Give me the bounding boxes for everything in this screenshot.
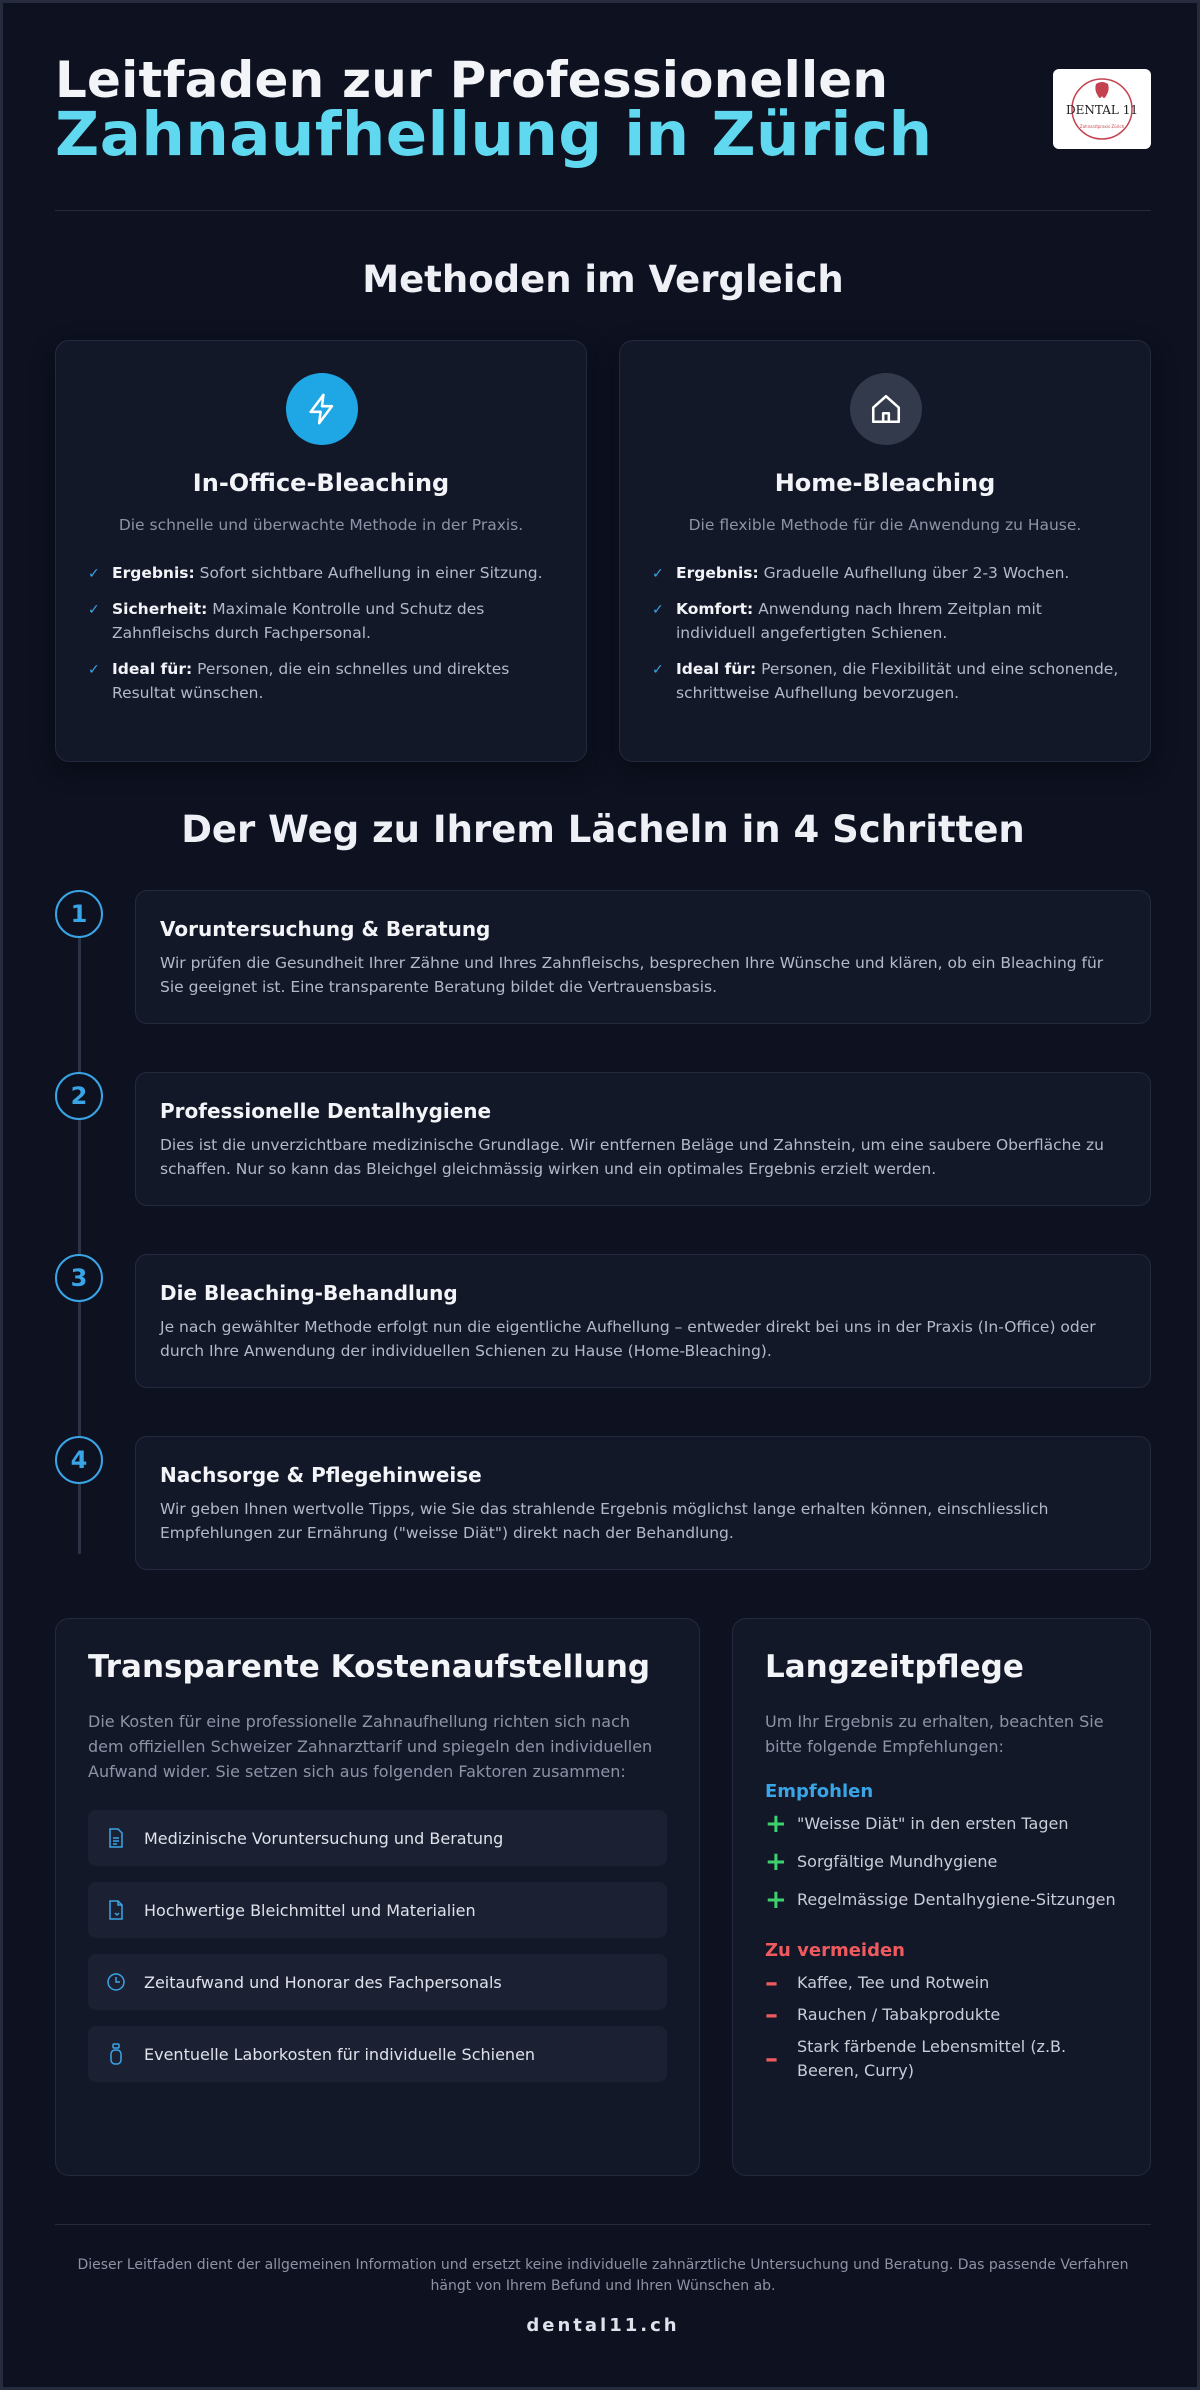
list-item: + Sorgfältige Mundhygiene <box>765 1847 998 1877</box>
in-office-name: In-Office-Bleaching <box>192 469 450 497</box>
check-icon: ✓ <box>88 662 100 678</box>
home-bleaching-name: Home-Bleaching <box>774 469 996 497</box>
care-title: Langzeitpflege <box>765 1649 1024 1685</box>
step-number: 1 <box>55 890 103 938</box>
step-title: Nachsorge & Pflegehinweise <box>160 1463 482 1487</box>
file-icon <box>106 1899 126 1921</box>
cost-item-label: Hochwertige Bleichmittel und Materialien <box>144 1900 476 1920</box>
list-item: ✓ Ideal für: Personen, die Flexibilität und eine schonende, schrittweise Aufhellung bevorzugen. <box>652 660 1119 702</box>
check-icon: ✓ <box>652 566 664 582</box>
step-card <box>135 890 1151 1024</box>
cost-intro: Die Kosten für eine professionelle Zahnaufhellung richten sich nach dem offiziellen Schweizer Zahnarzttarif und spiegeln den individuellen Aufwand wider. Sie setzen sich aus folgenden Faktoren zusammen: <box>88 1712 653 1781</box>
document-icon <box>106 1827 126 1849</box>
step-title: Voruntersuchung & Beratung <box>160 917 491 941</box>
steps-title: Der Weg zu Ihrem Lächeln in 4 Schritten <box>181 808 1025 851</box>
in-office-card <box>55 340 587 762</box>
cost-item-label: Medizinische Voruntersuchung und Beratung <box>144 1828 504 1848</box>
website-link[interactable]: dental11.ch <box>526 2315 680 2336</box>
list-item: ✓ Komfort: Anwendung nach Ihrem Zeitplan mit individuell angefertigten Schienen. <box>652 600 1042 642</box>
care-panel <box>732 1618 1151 2176</box>
plus-icon: + <box>765 1847 787 1877</box>
list-item: – Kaffee, Tee und Rotwein <box>765 1968 990 1998</box>
step-title: Professionelle Dentalhygiene <box>160 1099 492 1123</box>
dental11-logo[interactable] <box>1053 69 1151 149</box>
step-number: 2 <box>55 1072 103 1120</box>
in-office-description: Die schnelle und überwachte Methode in der Praxis. <box>118 516 524 534</box>
check-icon: ✓ <box>88 602 100 618</box>
clock-icon <box>106 1971 126 1993</box>
page-footer <box>55 2224 1151 2336</box>
recommended-list <box>765 1809 1118 1915</box>
page-title-line2: Zahnaufhellung in Zürich <box>55 99 933 170</box>
lightning-icon <box>286 373 358 445</box>
cost-title: Transparente Kostenaufstellung <box>88 1649 651 1685</box>
page-title-line1: Leitfaden zur Professionellen <box>55 51 889 109</box>
cost-item <box>88 1954 667 2010</box>
avoid-title: Zu vermeiden <box>765 1940 905 1961</box>
step-text: Wir geben Ihnen wertvolle Tipps, wie Sie das strahlende Ergebnis möglichst lange erhalten können, einschliesslich Empfehlungen zur Ernährung ("weisse Diät") direkt nach der Behandlung. <box>160 1500 1049 1542</box>
step-text: Dies ist die unverzichtbare medizinische Grundlage. Wir entfernen Beläge und Zahnstein, um eine saubere Oberfläche zu schaffen. Nur so kann das Bleichgel gleichmässig wirken und ein optimales Ergebnis erzielt werden. <box>160 1136 1104 1178</box>
cost-panel <box>55 1618 700 2176</box>
page-header <box>55 3 1151 211</box>
logo-text: DENTAL 11 <box>1066 103 1138 117</box>
check-icon: ✓ <box>652 602 664 618</box>
step-number: 4 <box>55 1436 103 1484</box>
step-text: Je nach gewählter Methode erfolgt nun die eigentliche Aufhellung – entweder direkt bei uns in der Praxis (In-Office) oder durch Ihre Anwendung der individuellen Schienen zu Hause (Home-Bleaching). <box>160 1318 1096 1360</box>
plus-icon: + <box>765 1885 787 1915</box>
page-content <box>55 3 1151 2336</box>
cost-item <box>88 1882 667 1938</box>
step-card <box>135 1072 1151 1206</box>
check-icon: ✓ <box>652 662 664 678</box>
recommended-title: Empfohlen <box>765 1781 874 1802</box>
step-card <box>135 1254 1151 1388</box>
home-bleaching-list <box>650 561 1120 717</box>
home-bleaching-description: Die flexible Methode für die Anwendung zu Hause. <box>688 516 1082 534</box>
methods-comparison <box>55 340 1151 762</box>
list-item: + Regelmässige Dentalhygiene-Sitzungen <box>765 1885 1116 1915</box>
cost-item <box>88 2026 667 2082</box>
steps-timeline <box>55 890 1151 1570</box>
cost-item-label: Eventuelle Laborkosten für individuelle Schienen <box>144 2044 536 2064</box>
check-icon: ✓ <box>88 566 100 582</box>
in-office-list <box>86 561 556 717</box>
list-item: ✓ Sicherheit: Maximale Kontrolle und Schutz des Zahnfleischs durch Fachpersonal. <box>88 600 485 642</box>
step-card <box>135 1436 1151 1570</box>
care-intro: Um Ihr Ergebnis zu erhalten, beachten Sie bitte folgende Empfehlungen: <box>765 1712 1104 1756</box>
minus-icon: – <box>765 1968 778 1998</box>
list-item: + "Weisse Diät" in den ersten Tagen <box>765 1809 1069 1839</box>
avoid-list <box>765 1968 1118 2083</box>
list-item: – Rauchen / Tabakprodukte <box>765 2000 1001 2030</box>
step-number: 3 <box>55 1254 103 1302</box>
step-title: Die Bleaching-Behandlung <box>160 1281 458 1305</box>
methods-title: Methoden im Vergleich <box>362 258 844 301</box>
minus-icon: – <box>765 2000 778 2030</box>
cost-item-label: Zeitaufwand und Honorar des Fachpersonals <box>144 1972 502 1992</box>
logo-icon <box>1062 74 1142 144</box>
bottle-icon <box>106 2043 126 2065</box>
disclaimer: Dieser Leitfaden dient der allgemeinen Information und ersetzt keine individuelle zahnärztliche Untersuchung und Beratung. Das passende Verfahren hängt von Ihrem Befund und Ihren Wünschen ab. <box>77 2257 1129 2294</box>
cost-item <box>88 1810 667 1866</box>
list-item: ✓ Ergebnis: Sofort sichtbare Aufhellung in einer Sitzung. <box>86 561 556 585</box>
home-icon <box>850 373 922 445</box>
logo-subtext: Zahnarztpraxis Zürich <box>1079 124 1125 129</box>
list-item: ✓ Ideal für: Personen, die ein schnelles und direktes Resultat wünschen. <box>88 660 510 702</box>
list-item: – Stark färbende Lebensmittel (z.B. Beeren, Curry) <box>765 2037 1067 2080</box>
plus-icon: + <box>765 1809 787 1839</box>
minus-icon: – <box>765 2044 778 2074</box>
list-item: ✓ Ergebnis: Graduelle Aufhellung über 2-3 Wochen. <box>650 561 1120 585</box>
home-bleaching-card <box>619 340 1151 762</box>
step-text: Wir prüfen die Gesundheit Ihrer Zähne und Ihres Zahnfleischs, besprechen Ihre Wünsche und klären, ob ein Bleaching für Sie geeignet ist. Eine transparente Beratung bildet die Vertrauensbasis. <box>160 954 1104 996</box>
